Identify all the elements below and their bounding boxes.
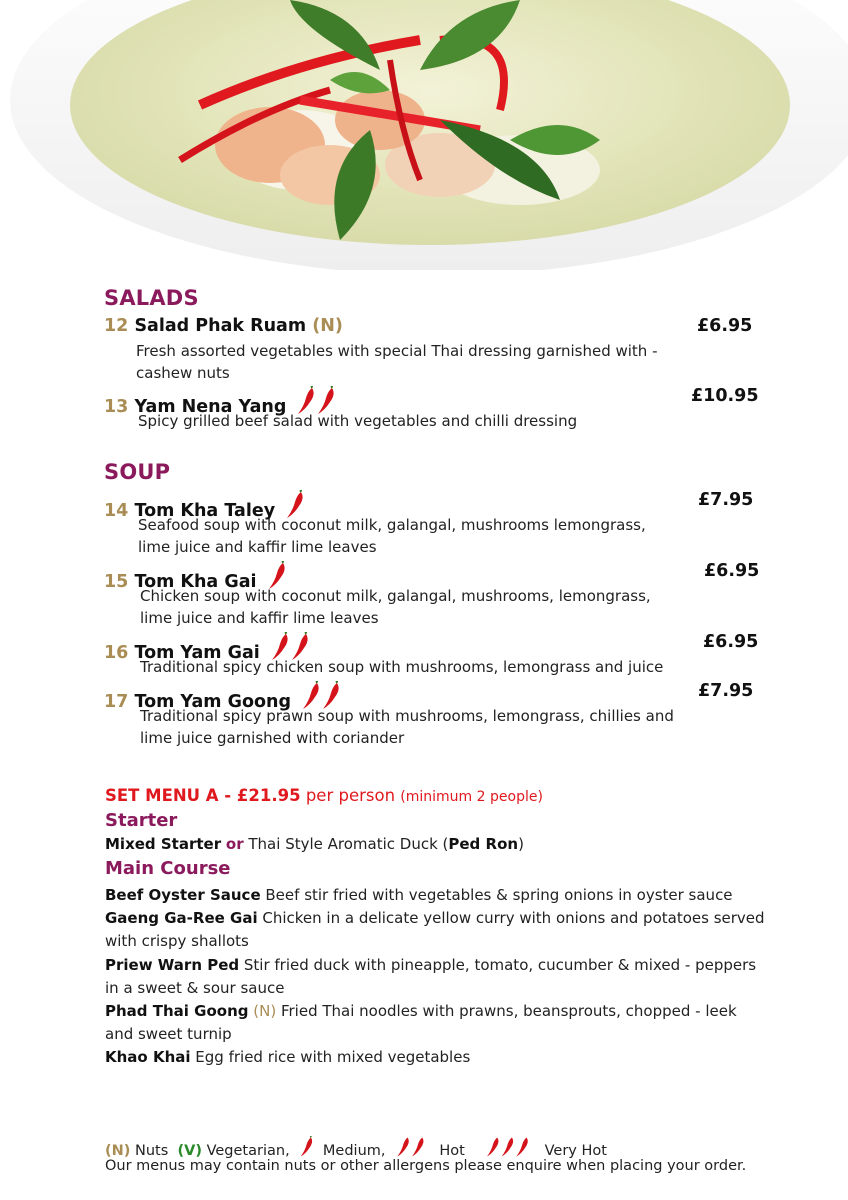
item-name: Yam Nena Yang bbox=[134, 397, 287, 417]
nuts-tag: (N) bbox=[248, 1002, 277, 1020]
main-item bbox=[105, 954, 765, 1000]
main-item bbox=[105, 1000, 765, 1046]
very-hot-label: Very Hot bbox=[544, 1143, 607, 1159]
medium-label: Medium, bbox=[322, 1143, 386, 1159]
starter-heading: Starter bbox=[105, 810, 178, 831]
nuts-tag: (N) bbox=[312, 316, 343, 336]
item-number: 15 bbox=[104, 572, 129, 592]
starter-a: Mixed Starter bbox=[105, 835, 222, 853]
item-name: Tom Kha Gai bbox=[134, 572, 257, 592]
main-name: Beef Oyster Sauce bbox=[105, 886, 261, 904]
starter-b: Thai Style Aromatic Duck ( bbox=[248, 835, 449, 853]
main-desc: Chicken in a delicate yellow curry with onions and potatoes served with crispy shallots bbox=[105, 909, 765, 950]
item-number: 14 bbox=[104, 501, 129, 521]
item-price: £6.95 bbox=[703, 632, 759, 652]
nuts-tag: (N) bbox=[105, 1143, 131, 1159]
main-name: Priew Warn Ped bbox=[105, 956, 240, 974]
item-price: £10.95 bbox=[691, 386, 759, 406]
starter-line bbox=[105, 833, 765, 856]
item-name: Tom Yam Goong bbox=[134, 692, 292, 712]
main-item bbox=[105, 907, 765, 953]
item-price: £6.95 bbox=[697, 316, 753, 336]
item-number: 17 bbox=[104, 692, 129, 712]
nuts-label: Nuts bbox=[135, 1143, 169, 1159]
item-description: Traditional spicy prawn soup with mushrooms, lemongrass, chillies and lime juice garnished with coriander bbox=[140, 707, 674, 747]
vegetarian-tag: (V) bbox=[177, 1143, 202, 1159]
main-name: Phad Thai Goong bbox=[105, 1002, 249, 1020]
per-person: per person bbox=[305, 786, 396, 805]
minimum-people: (minimum 2 people) bbox=[400, 789, 543, 805]
vegetarian-label: Vegetarian, bbox=[206, 1143, 290, 1159]
main-item bbox=[105, 884, 765, 907]
main-name: Khao Khai bbox=[105, 1048, 191, 1066]
item-number: 12 bbox=[104, 316, 129, 336]
or-word: or bbox=[225, 835, 244, 853]
item-price: £7.95 bbox=[698, 490, 754, 510]
item-description: Traditional spicy chicken soup with mushrooms, lemongrass and juice bbox=[140, 658, 664, 676]
set-menu-title bbox=[105, 786, 543, 805]
food-photo bbox=[0, 0, 848, 270]
item-name: Salad Phak Ruam bbox=[134, 316, 307, 336]
item-description: Fresh assorted vegetables with special Thai dressing garnished with - cashew nuts bbox=[136, 342, 658, 382]
item-price: £7.95 bbox=[698, 681, 754, 701]
main-item bbox=[105, 1046, 765, 1069]
item-description: Seafood soup with coconut milk, galangal, mushrooms lemongrass, lime juice and kaffir lime leaves bbox=[138, 516, 646, 556]
item-name: Tom Kha Taley bbox=[134, 501, 276, 521]
soup-heading: SOUP bbox=[104, 460, 171, 484]
starter-b-bold: Ped Ron bbox=[448, 835, 519, 853]
salads-heading: SALADS bbox=[104, 286, 199, 310]
menu-item-12 bbox=[104, 316, 343, 336]
main-desc: Fried Thai noodles with prawns, beansprouts, chopped - leek and sweet turnip bbox=[105, 1002, 737, 1043]
item-price: £6.95 bbox=[704, 561, 760, 581]
main-desc: Stir fried duck with pineapple, tomato, cucumber & mixed - peppers in a sweet & sour sauce bbox=[105, 956, 757, 997]
main-desc: Beef stir fried with vegetables & spring onions in oyster sauce bbox=[260, 886, 733, 904]
item-number: 13 bbox=[104, 397, 129, 417]
main-desc: Egg fried rice with mixed vegetables bbox=[190, 1048, 471, 1066]
main-name: Gaeng Ga-Ree Gai bbox=[105, 909, 258, 927]
allergen-note: Our menus may contain nuts or other allergens please enquire when placing your order. bbox=[105, 1158, 747, 1174]
item-name: Tom Yam Gai bbox=[134, 643, 260, 663]
main-course-heading: Main Course bbox=[105, 858, 231, 879]
hot-label: Hot bbox=[439, 1143, 465, 1159]
set-menu-name: SET MENU A - £21.95 bbox=[105, 786, 301, 805]
item-description: Chicken soup with coconut milk, galangal, mushrooms, lemongrass, lime juice and kaffir lime leaves bbox=[140, 587, 651, 627]
starter-b-end: ) bbox=[518, 835, 524, 853]
item-number: 16 bbox=[104, 643, 129, 663]
item-description: Spicy grilled beef salad with vegetables and chilli dressing bbox=[138, 412, 578, 430]
